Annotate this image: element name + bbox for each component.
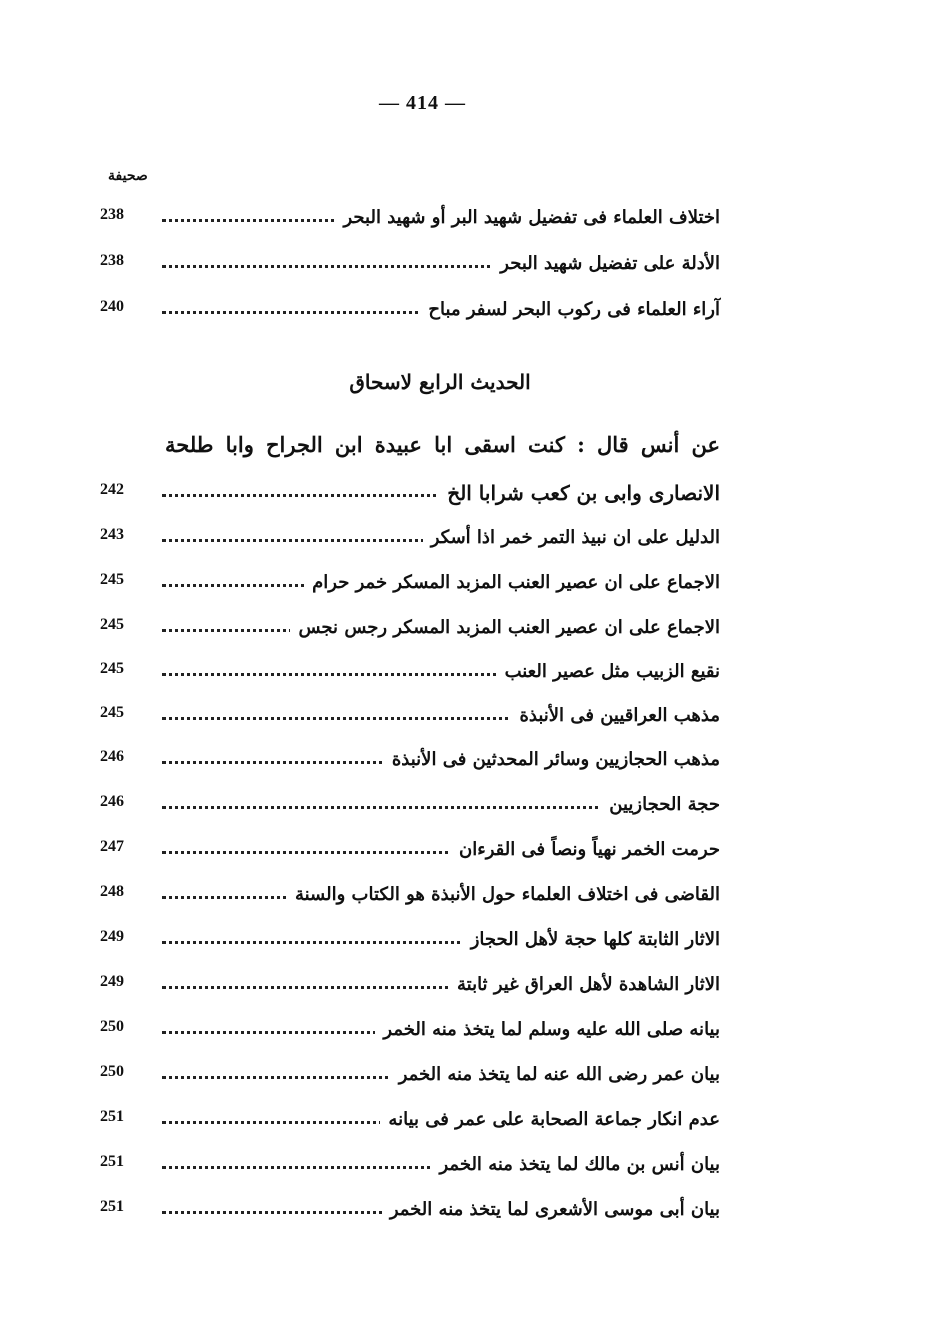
toc-entry	[100, 745, 720, 779]
toc-entry-title: الدليل على ان نبيذ التمر خمر اذا أسكر	[423, 523, 720, 553]
toc-entry-title: نقيع الزبيب مثل عصير العنب	[497, 657, 720, 687]
toc-entry	[100, 1105, 720, 1139]
toc-entry	[100, 1060, 720, 1094]
toc-entry-title: مذهب الحجازيين وسائر المحدثين فى الأنبذة	[384, 745, 720, 775]
toc-entry	[100, 701, 720, 735]
toc-entry-page: 250	[100, 1018, 124, 1035]
toc-entry-title: مذهب العراقيين فى الأنبذة	[511, 701, 720, 731]
page-column-label: صحيفة	[108, 168, 148, 184]
toc-entry	[100, 203, 720, 237]
toc-entry-page: 243	[100, 526, 124, 543]
toc-entry-page: 245	[100, 704, 124, 721]
toc-entry	[100, 835, 720, 869]
toc-entry	[100, 970, 720, 1004]
toc-entry	[100, 925, 720, 959]
toc-entry-title: القاضى فى اختلاف العلماء حول الأنبذة هو الكتاب والسنة	[287, 880, 720, 910]
toc-entry-page: 245	[100, 571, 124, 588]
toc-entry	[100, 1195, 720, 1229]
toc-entry	[100, 1150, 720, 1184]
page-number: — 414 —	[379, 92, 466, 114]
toc-entry-title: الانصارى وابى بن كعب شرابا الخ	[439, 478, 720, 508]
toc-entry-title: الاثار الشاهدة لأهل العراق غير ثابتة	[449, 970, 720, 1000]
toc-entry-title: حجة الحجازيين	[601, 790, 720, 820]
toc-entry	[100, 1015, 720, 1049]
toc-entry	[100, 249, 720, 283]
toc-entry-title: عدم انكار جماعة الصحابة على عمر فى بيانه	[380, 1105, 720, 1135]
toc-entry-page: 249	[100, 973, 124, 990]
toc-entry-page: 251	[100, 1153, 124, 1170]
toc-entry	[100, 880, 720, 914]
toc-entry-page: 245	[100, 660, 124, 677]
toc-entry-page: 250	[100, 1063, 124, 1080]
toc-entry-page: 247	[100, 838, 124, 855]
toc-entry-page: 245	[100, 616, 124, 633]
toc-entry	[100, 657, 720, 691]
toc-entry-page: 251	[100, 1108, 124, 1125]
toc-entry-title: حرمت الخمر نهياً ونصاً فى القرءان	[451, 835, 720, 865]
hadith-heading-line: عن أنس قال : كنت اسقى ابا عبيدة ابن الجراح وابا طلحة	[165, 432, 720, 457]
toc-entry-title: اختلاف العلماء فى تفضيل شهيد البر أو شهيد البحر	[336, 203, 721, 233]
toc-entry-title: بيانه صلى الله عليه وسلم لما يتخذ منه الخمر	[375, 1015, 720, 1045]
toc-entry	[100, 295, 720, 329]
toc-entry	[100, 523, 720, 557]
toc-entry-title: الاثار الثابتة كلها حجة لأهل الحجاز	[463, 925, 720, 955]
toc-entry-page: 249	[100, 928, 124, 945]
toc-entry	[100, 568, 720, 602]
toc-entry-page: 240	[100, 298, 124, 315]
toc-entry-title: الاجماع على ان عصير العنب المزبد المسكر رجس نجس	[290, 613, 720, 643]
toc-entry-title: الاجماع على ان عصير العنب المزبد المسكر خمر حرام	[304, 568, 720, 598]
toc-entry-title: بيان عمر رضى الله عنه لما يتخذ منه الخمر	[391, 1060, 720, 1090]
toc-entry-page: 246	[100, 748, 124, 765]
toc-entry-page: 238	[100, 206, 124, 223]
toc-entry-title: الأدلة على تفضيل شهيد البحر	[492, 249, 720, 279]
toc-entry	[100, 478, 720, 512]
toc-entry-page: 251	[100, 1198, 124, 1215]
toc-entry-title: بيان أنس بن مالك لما يتخذ منه الخمر	[431, 1150, 720, 1180]
section-heading: الحديث الرابع لاسحاق	[349, 370, 531, 394]
toc-entry-page: 238	[100, 252, 124, 269]
toc-entry	[100, 613, 720, 647]
toc-entry-page: 242	[100, 481, 124, 498]
toc-entry-page: 246	[100, 793, 124, 810]
toc-entry	[100, 790, 720, 824]
toc-entry-title: بيان أبى موسى الأشعرى لما يتخذ منه الخمر	[382, 1195, 720, 1225]
toc-entry-title: آراء العلماء فى ركوب البحر لسفر مباح	[420, 295, 720, 325]
toc-entry-page: 248	[100, 883, 124, 900]
